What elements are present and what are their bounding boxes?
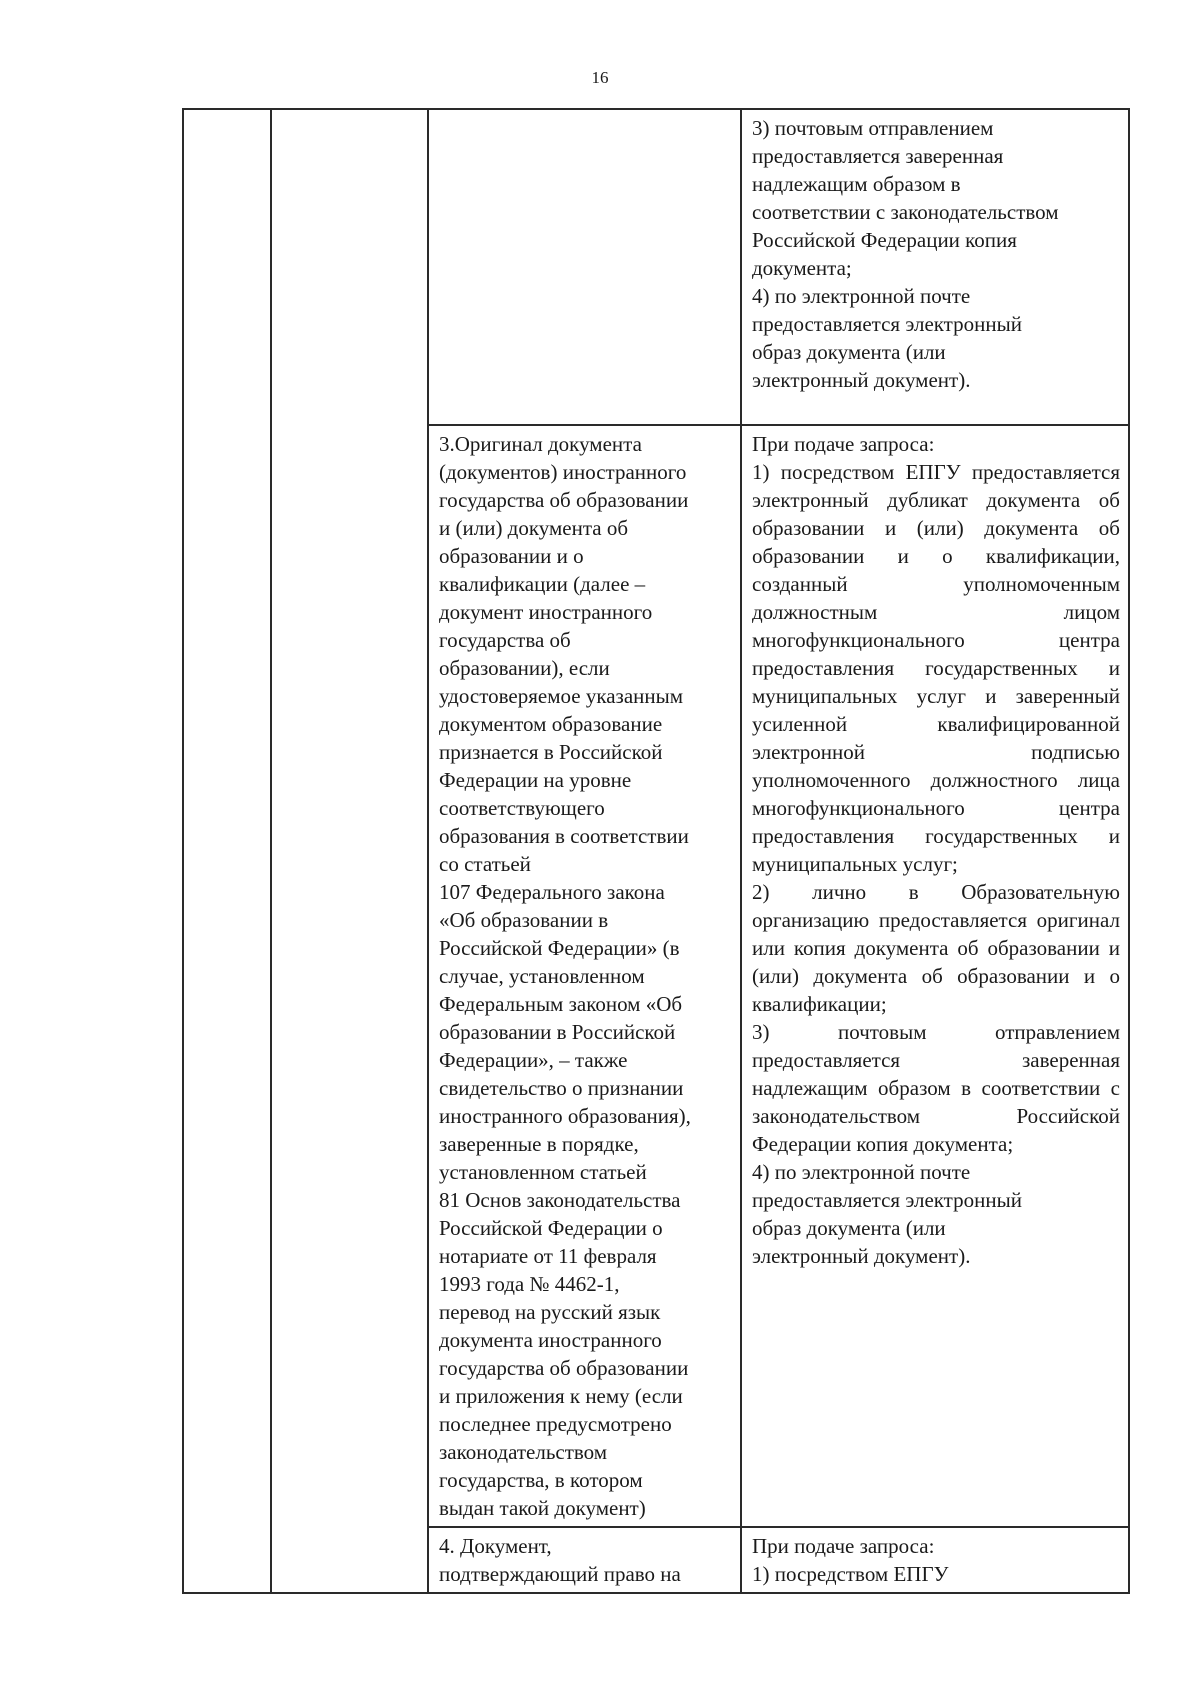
submission-text: 3) почтовым отправлением предоставляется заверенная надлежащим образом в соответствии с законодательством Российской Федерации копия документа; 4) по электронной почте предоставляется электронный образ документа (или электронный документ). [752,116,1059,392]
documents-table [182,108,1130,1594]
table-row [183,109,1129,425]
requirement-text: 3.Оригинал документа (документов) иностранного государства об образовании и (или) документа об образовании и о квалификации (далее – документ иностранного государства об образовании), если удостоверяемое указанным документом образование признается в Российской Федерации на уровне соответствующего образования в соответствии со статьей 107 Федерального закона «Об образовании в Российской Федерации» (в случае, установленном Федеральным законом «Об образовании в Российской Федерации», – также свидетельство о признании иностранного образования), заверенные в порядке, установленном статьей 81 Основ законодательства Российской Федерации о нотариате от 11 февраля 1993 года № 4462-1, перевод на русский язык документа иностранного государства об образовании и приложения к нему (если последнее предусмотрено законодательством государства, в котором выдан такой документ) [439,432,691,1520]
requirement-text: 4. Документ, подтверждающий право на [439,1534,681,1586]
submission-text: При подаче запроса: 1) посредством ЕПГУ предоставляется электронный дубликат документа об образовании и (или) документа об образовании и о квалификации, созданный уполномоченным должностным лицом многофункционального центра предоставления государственных и муниципальных услуг и заверенный усиленной квалифицированной электронной подписью уполномоченного должностного лица многофункционального центра предоставления государственных и муниципальных услуг; 2) лично в Образовательную организацию предоставляется оригинал или копия документа об образовании и (или) документа об образовании и о квалификации; 3) почтовым отправлением предоставляется заверенная надлежащим образом в соответствии с законодательством Российской Федерации копия документа; 4) по электронной почте предоставляется электронный образ документа (или электронный документ). [752,432,1120,1268]
requirement-cell [428,1527,741,1593]
submission-cell [741,1527,1129,1593]
table-cell-empty-col-2 [271,109,428,1593]
requirement-cell [428,425,741,1527]
table-cell-empty-col-1 [183,109,271,1593]
submission-cell [741,425,1129,1527]
submission-text: При подаче запроса: 1) посредством ЕПГУ [752,1534,949,1586]
submission-cell [741,109,1129,425]
requirement-cell [428,109,741,425]
page-number: 16 [591,68,609,87]
